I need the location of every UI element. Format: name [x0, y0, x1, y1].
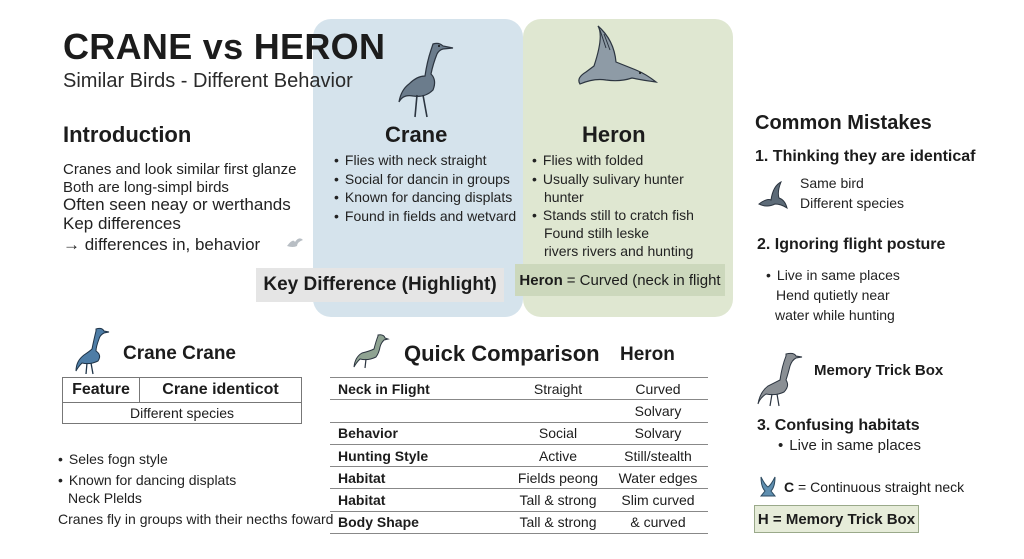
crane-section-heading: Crane Crane	[123, 343, 236, 364]
mistake-1-title: 1. Thinking they are identicaf	[755, 148, 976, 165]
key-difference-highlight: Key Difference (Highlight)	[256, 268, 504, 302]
mistake-2-line: water while hunting	[775, 307, 895, 323]
quick-comparison-heron-label: Heron	[620, 344, 675, 365]
heron-bullet: • Stands still to cratch fish	[532, 206, 694, 225]
mistake-3-bullet: • Live in same places	[778, 437, 921, 456]
table-cell: Fields peong	[508, 467, 608, 489]
heron-standing-icon	[756, 350, 802, 406]
heron-flying-icon	[570, 26, 660, 96]
table-cell: Body Shape	[330, 511, 508, 533]
intro-line-3: Often seen neay or werthands	[63, 195, 291, 214]
quick-comparison-heading: Quick Comparison	[404, 341, 600, 366]
table-row	[330, 467, 708, 489]
heron-line-hunter: hunter	[544, 189, 584, 205]
mistake-3-title: 3. Confusing habitats	[757, 417, 920, 434]
crane-section-bullet: • Known for dancing displats	[58, 470, 236, 491]
small-bird-icon	[285, 236, 305, 250]
table-row	[330, 489, 708, 511]
table-row	[330, 378, 708, 400]
table-cell: Social	[508, 422, 608, 444]
crane-small-icon	[74, 327, 110, 375]
table-row	[330, 444, 708, 466]
table-header-cell: Crane identicot	[162, 381, 279, 398]
heron-curved-highlight	[515, 264, 725, 296]
table-cell: Slim curved	[608, 489, 708, 511]
table-cell: Habitat	[330, 467, 508, 489]
crane-section-line: Neck Plelds	[68, 490, 142, 506]
heron-line-rivers: rivers rivers and hunting	[544, 243, 694, 259]
table-row	[330, 400, 708, 422]
intro-line-5: → differences in, behavior	[63, 235, 261, 254]
mistake-2-bullet: • Live in same places	[766, 266, 900, 285]
mistake-2-line: Hend qutietly near	[776, 287, 890, 303]
memory-trick-label: Memory Trick Box	[814, 362, 944, 379]
introduction-heading: Introduction	[63, 122, 192, 147]
crane-section-bullet: • Seles foɡn style	[58, 449, 236, 470]
memory-trick-box: H = Memory Trick Box	[754, 505, 919, 533]
heron-line-found: Found stilh leske	[544, 225, 650, 241]
c-mnemonic-text: = Continuous straight neck	[798, 479, 965, 495]
mistake-2-title: 2. Ignoring flight posture	[757, 236, 946, 253]
table-header-cell: Feature	[63, 378, 140, 402]
bird-flying-icon	[757, 180, 789, 212]
crane-bullet: • Social for dancin in groups	[334, 170, 516, 189]
heron-bullet-list-2	[532, 206, 694, 225]
crane-bullet-list	[334, 151, 516, 225]
c-mnemonic	[784, 479, 964, 495]
mistake-3-bullets	[778, 437, 921, 456]
table-cell: Habitat	[330, 489, 508, 511]
table-cell: Active	[508, 444, 608, 466]
table-cell: Curved	[608, 378, 708, 400]
heron-neck-icon	[757, 475, 779, 497]
table-row	[63, 378, 301, 403]
table-cell: Hunting Style	[330, 444, 508, 466]
crane-section-line: Cranes fly in groups with their necths foward	[58, 511, 334, 527]
common-mistakes-heading: Common Mistakes	[755, 112, 932, 134]
crane-heading: Crane	[385, 122, 448, 147]
table-cell: Solvary	[608, 422, 708, 444]
heron-curved-text: = Curved (neck in flight	[566, 271, 721, 289]
heron-bullet-list	[532, 151, 684, 188]
heron-bullet: • Flies with folded	[532, 151, 684, 170]
table-row: Different species	[129, 405, 234, 421]
page-title: CRANE vs HERON	[63, 26, 386, 67]
heron-heading: Heron	[582, 122, 646, 147]
table-cell: Water edges	[608, 467, 708, 489]
intro-line-2: Both are long-simpl birds	[63, 179, 229, 196]
crane-standing-icon	[395, 40, 455, 118]
crane-feature-table	[62, 377, 302, 424]
intro-line-1: Cranes and look similar first glanze	[63, 161, 297, 178]
c-letter: C	[784, 479, 795, 495]
table-cell: Tall & strong	[508, 489, 608, 511]
mistake-1-line: Same bird	[800, 175, 864, 191]
crane-section-bullets	[58, 449, 236, 491]
intro-line-4: Kep differences	[63, 214, 181, 233]
table-cell: Tall & strong	[508, 511, 608, 533]
table-row	[330, 422, 708, 444]
table-cell: Straight	[508, 378, 608, 400]
heron-word: Heron	[519, 271, 563, 289]
table-row	[330, 511, 708, 533]
mistake-1-line: Different species	[800, 195, 905, 211]
table-cell: Behavior	[330, 422, 508, 444]
crane-bullet: • Known for dancing displats	[334, 188, 516, 207]
table-cell: Still/stealth	[608, 444, 708, 466]
crane-bullet: • Flies with neck straight	[334, 151, 516, 170]
table-cell: Solvary	[608, 400, 708, 422]
table-cell	[330, 400, 508, 422]
table-cell	[508, 400, 608, 422]
comparison-table	[330, 377, 708, 534]
page-subtitle: Similar Birds - Different Behavior	[63, 70, 353, 92]
table-cell: Neck in Flight	[330, 378, 508, 400]
heron-bullet: • Usually sulivary hunter	[532, 170, 684, 189]
crane-bullet: • Found in fields and wetvard	[334, 207, 516, 226]
heron-small-icon	[352, 333, 388, 369]
table-cell: & curved	[608, 511, 708, 533]
mistake-2-bullets	[766, 266, 900, 285]
